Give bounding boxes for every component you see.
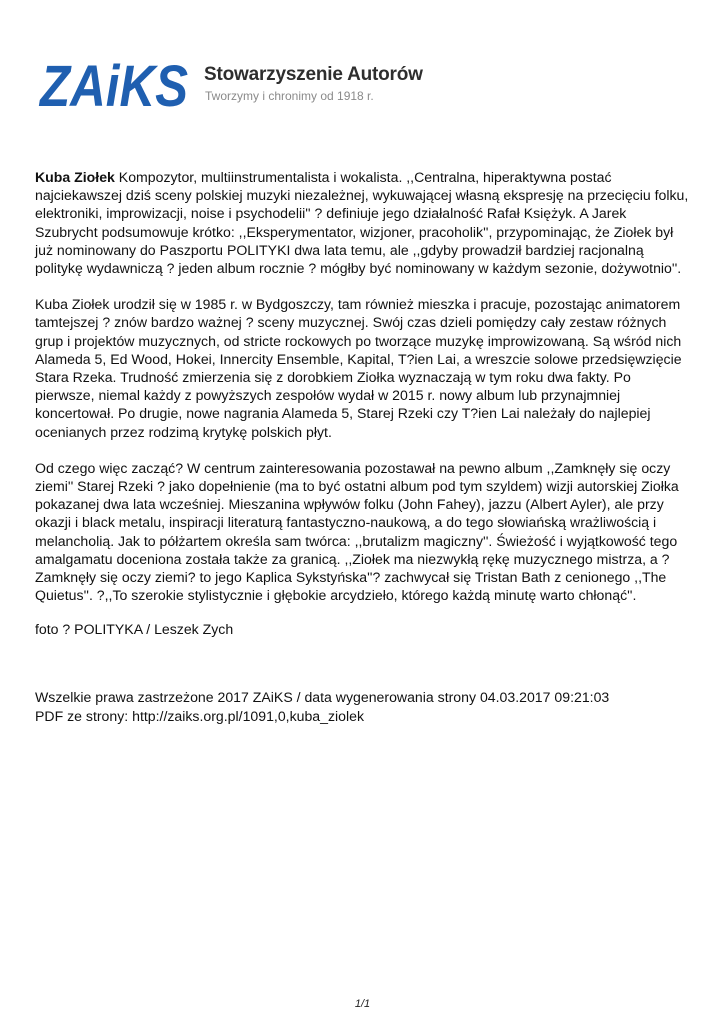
photo-credit: foto ? POLITYKA / Leszek Zych [35, 621, 234, 637]
zaiks-logo [38, 54, 190, 119]
page-number: 1/1 [354, 998, 371, 1010]
org-tagline: Tworzymy i chronimy od 1918 r. [205, 89, 374, 103]
source-url-line: PDF ze strony: http://zaiks.org.pl/1091,0,kuba_ziolek [35, 708, 365, 724]
paragraph-intro [35, 168, 690, 277]
copyright-line: Wszelkie prawa zastrzeżone 2017 ZAiKS / data wygenerowania strony 04.03.2017 09:21:03 [35, 689, 610, 705]
logo-wordmark: ZAiKS [38, 54, 189, 119]
paragraph-album: Od czego więc zacząć? W centrum zainteresowania pozostawał na pewno album ,,Zamknęły się oczy ziemi'' Starej Rzeki ? jako dopełnienie (ma to być ostatni album pod tym szyldem) wizji autorskiej Ziołka pokazanej dwa lata wcześniej. Mieszanina wpływów folku (John Fahey), jazzu (Albert Ayler), ale przy okazji i black metalu, inspiracji literaturą fantastyczno-naukową, a do tego słowiańską wrażliwością i melancholią. Jak to półżartem określa sam twórca: ,,brutalizm magiczny''. Świeżość i wyjątkowość tego amalgamatu doceniona została także za granicą. ,,Ziołek ma niezwykłą rękę muzycznego mistrza, a ?Zamknęły się oczy ziemi? to jego Kaplica Sykstyńska''? zachwycał się Tristan Bath z cenionego ,,The Quietus''. ?,,To szerokie stylistycznie i głębokie arcydzieło, którego każdą minutę warto chłonąć''. [35, 459, 679, 604]
article-body [35, 168, 690, 622]
paragraph-biography: Kuba Ziołek urodził się w 1985 r. w Bydgoszczy, tam również mieszka i pracuje, pozostając animatorem tamtejszej ? znów bardzo ważnej ? sceny muzycznej. Swój czas dzieli pomiędzy cały zestaw różnych grup i projektów muzycznych, od stricte rockowych po tworzące muzykę improwizowaną. Są wśród nich Alameda 5, Ed Wood, Hokei, Innercity Ensemble, Kapital, T?ien Lai, a wreszcie solowe przedsięwzięcie Stara Rzeka. Trudność zmierzenia się z dorobkiem Ziołka wyznaczają w tym roku dwa fakty. Po pierwsze, niemal każdy z powyższych zespołów wydał w 2015 r. nowy album lub przynajmniej koncertował. Po drugie, nowe nagrania Alameda 5, Starej Rzeki czy T?ien Lai należały do najlepiej ocenianych przez rodzimą krytykę polskich płyt. [35, 296, 682, 440]
artist-name: Kuba Ziołek [35, 169, 115, 185]
page-header [38, 54, 460, 119]
org-name: Stowarzyszenie Autorów [204, 64, 423, 85]
page-footer [35, 688, 609, 726]
intro-text: Kompozytor, multiinstrumentalista i wokalista. ,,Centralna, hiperaktywna postać najciekawszej dziś sceny polskiej muzyki niezależnej, wykuwającej własną ekspresję na przecięciu folku, elektroniki, improwizacji, noise i psychodelii'' ? definiuje jego działalność Rafał Księżyk. A Jarek Szubrycht podsumowuje krótko: ,,Eksperymentator, wizjoner, pracoholik'', przypominając, że Ziołek był już nominowany do Paszportu POLITYKI dwa lata temu, ale ,,gdyby prowadził bardziej racjonalną politykę wydawniczą ? jeden album rocznie ? mógłby być nominowany w każdym sezonie, dożywotnio''. [35, 169, 689, 277]
